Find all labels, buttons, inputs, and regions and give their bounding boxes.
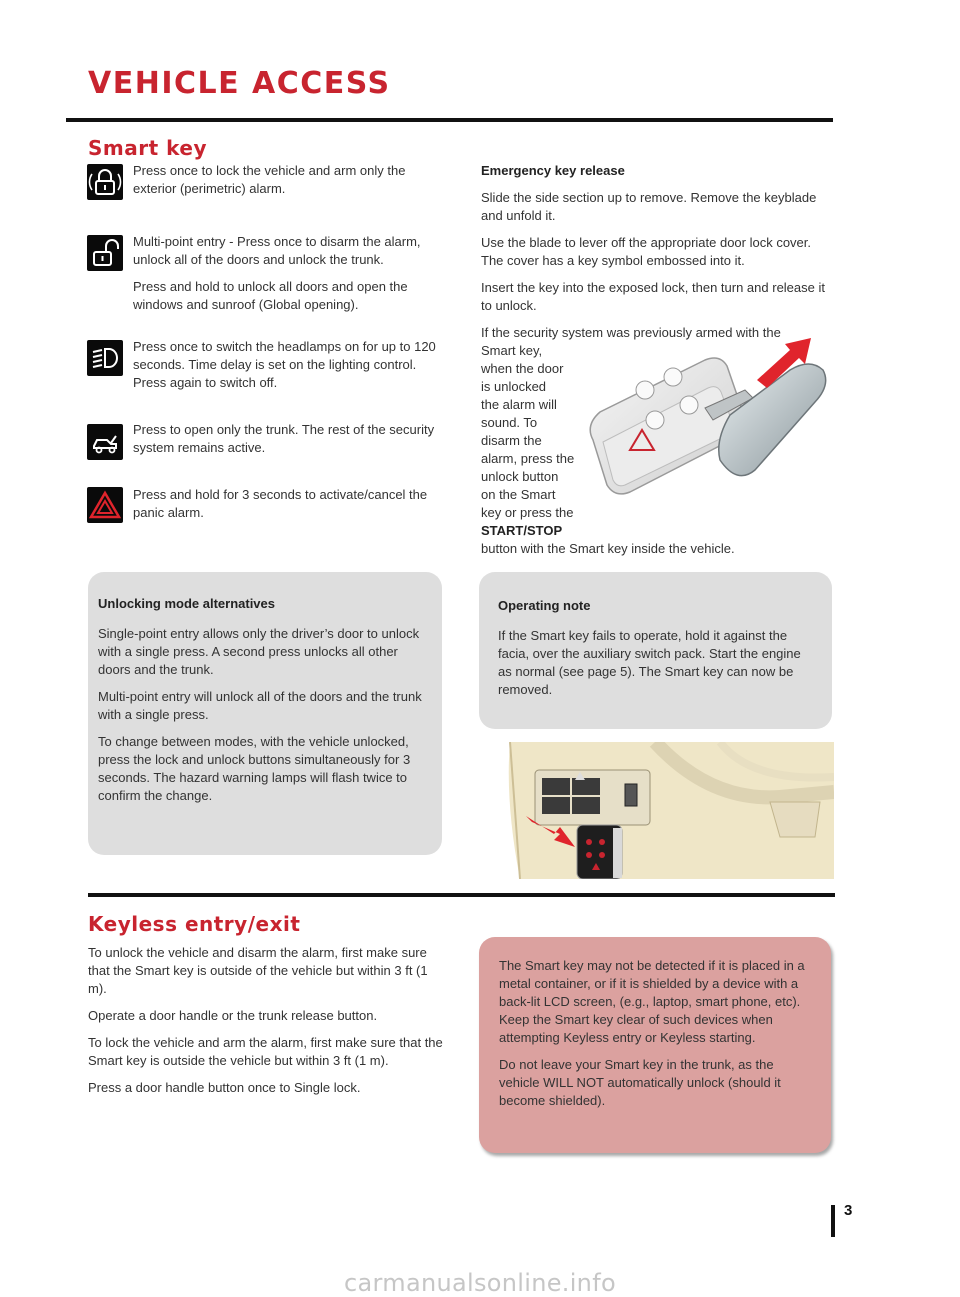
headlamp-icon <box>87 340 123 376</box>
watermark: carmanualsonline.info <box>344 1269 616 1297</box>
unlock-text-1: Multi-point entry - Press once to disarm the alarm, unlock all of the doors and unlock the trunk. <box>133 234 421 267</box>
emergency-wrap-line: sound. To <box>481 415 538 430</box>
warning-para-1: The Smart key may not be detected if it is placed in a metal container, or if it is shielded by a device with a back-lit LCD screen, (e.g., laptop, smart phone, etc). Keep the Smart key clear of such devices when attempting Keyless entry or Keyless starting. <box>499 958 805 1045</box>
emergency-wrap-line: alarm, press the <box>481 451 575 466</box>
unlock-text-2: Press and hold to unlock all doors and open the windows and sunroof (Global opening). <box>133 279 408 312</box>
warning-para-2: Do not leave your Smart key in the trunk, as the vehicle WILL NOT automatically unlock (should it become shielded). <box>499 1057 781 1108</box>
keyless-para-2: Operate a door handle or the trunk release button. <box>88 1008 378 1023</box>
emergency-wrap-line: unlock button <box>481 469 559 484</box>
headlamp-text: Press once to switch the headlamps on for up to 120 seconds. Time delay is set on the lighting control. Press again to switch off. <box>133 339 436 390</box>
emergency-wrap-line: key or press the <box>481 505 574 520</box>
keyless-para-3: To lock the vehicle and arm the alarm, first make sure that the Smart key is outside the vehicle but within 3 ft (1 m). <box>88 1035 443 1068</box>
emergency-heading: Emergency key release <box>481 163 625 178</box>
unlocking-para-3: To change between modes, with the vehicle unlocked, press the lock and unlock buttons simultaneously for 3 seconds. The hazard warning lamps will flash twice to confirm the change. <box>98 734 411 803</box>
start-stop-label: START/STOP <box>481 523 563 538</box>
emergency-wrap-line: when the door <box>481 361 564 376</box>
lock-description <box>133 162 443 207</box>
hazard-description <box>133 486 443 531</box>
warning-box <box>479 937 831 1153</box>
emergency-wrap-line: is unlocked <box>481 379 547 394</box>
unlocking-para-2: Multi-point entry will unlock all of the doors and the trunk with a single press. <box>98 689 422 722</box>
keyless-para-1: To unlock the vehicle and disarm the alarm, first make sure that the Smart key is outside of the vehicle but within 3 ft (1 m). <box>88 945 428 996</box>
keyless-section <box>88 944 446 1106</box>
page-title: VEHICLE ACCESS <box>88 66 391 101</box>
dashboard-illustration <box>480 742 834 879</box>
hazard-text: Press and hold for 3 seconds to activate/cancel the panic alarm. <box>133 487 428 520</box>
keyless-para-4: Press a door handle button once to Single lock. <box>88 1080 361 1095</box>
unlock-description <box>133 233 443 323</box>
emergency-wrap-line: Smart key, <box>481 343 543 358</box>
smart-key-illustration <box>585 330 835 505</box>
unlocking-para-1: Single-point entry allows only the driver’s door to unlock with a single press. A second press unlocks all other doors and the trunk. <box>98 626 420 677</box>
page-number-bar <box>831 1205 835 1237</box>
operating-note-heading: Operating note <box>498 598 591 613</box>
emergency-wrap-first: If the security system was previously armed with the <box>481 325 781 340</box>
emergency-wrap-last: button with the Smart key inside the vehicle. <box>481 541 735 556</box>
section-rule <box>88 893 835 897</box>
hazard-icon <box>87 487 123 523</box>
operating-note-box <box>479 572 832 729</box>
emergency-wrap-line: the alarm will <box>481 397 557 412</box>
lock-icon <box>87 164 123 200</box>
emergency-para-3: Insert the key into the exposed lock, then turn and release it to unlock. <box>481 280 825 313</box>
trunk-text: Press to open only the trunk. The rest of the security system remains active. <box>133 422 435 455</box>
page-number: 3 <box>844 1202 853 1219</box>
unlocking-mode-heading: Unlocking mode alternatives <box>98 596 275 611</box>
trunk-description <box>133 421 443 466</box>
operating-note-text: If the Smart key fails to operate, hold it against the facia, over the auxiliary switch pack. Start the engine as normal (see page 5). The Smart key can now be removed. <box>498 628 801 697</box>
emergency-para-1: Slide the side section up to remove. Remove the keyblade and unfold it. <box>481 190 817 223</box>
lock-text: Press once to lock the vehicle and arm only the exterior (perimetric) alarm. <box>133 163 406 196</box>
headlamp-description <box>133 338 443 401</box>
unlock-icon <box>87 235 123 271</box>
unlocking-mode-box <box>88 572 442 855</box>
trunk-icon <box>87 424 123 460</box>
emergency-wrap-line: disarm the <box>481 433 542 448</box>
emergency-para-2: Use the blade to lever off the appropriate door lock cover. The cover has a key symbol embossed into it. <box>481 235 812 268</box>
emergency-wrap-line: on the Smart <box>481 487 556 502</box>
top-rule <box>66 118 833 122</box>
smart-key-heading: Smart key <box>88 136 207 160</box>
keyless-heading: Keyless entry/exit <box>88 912 301 936</box>
